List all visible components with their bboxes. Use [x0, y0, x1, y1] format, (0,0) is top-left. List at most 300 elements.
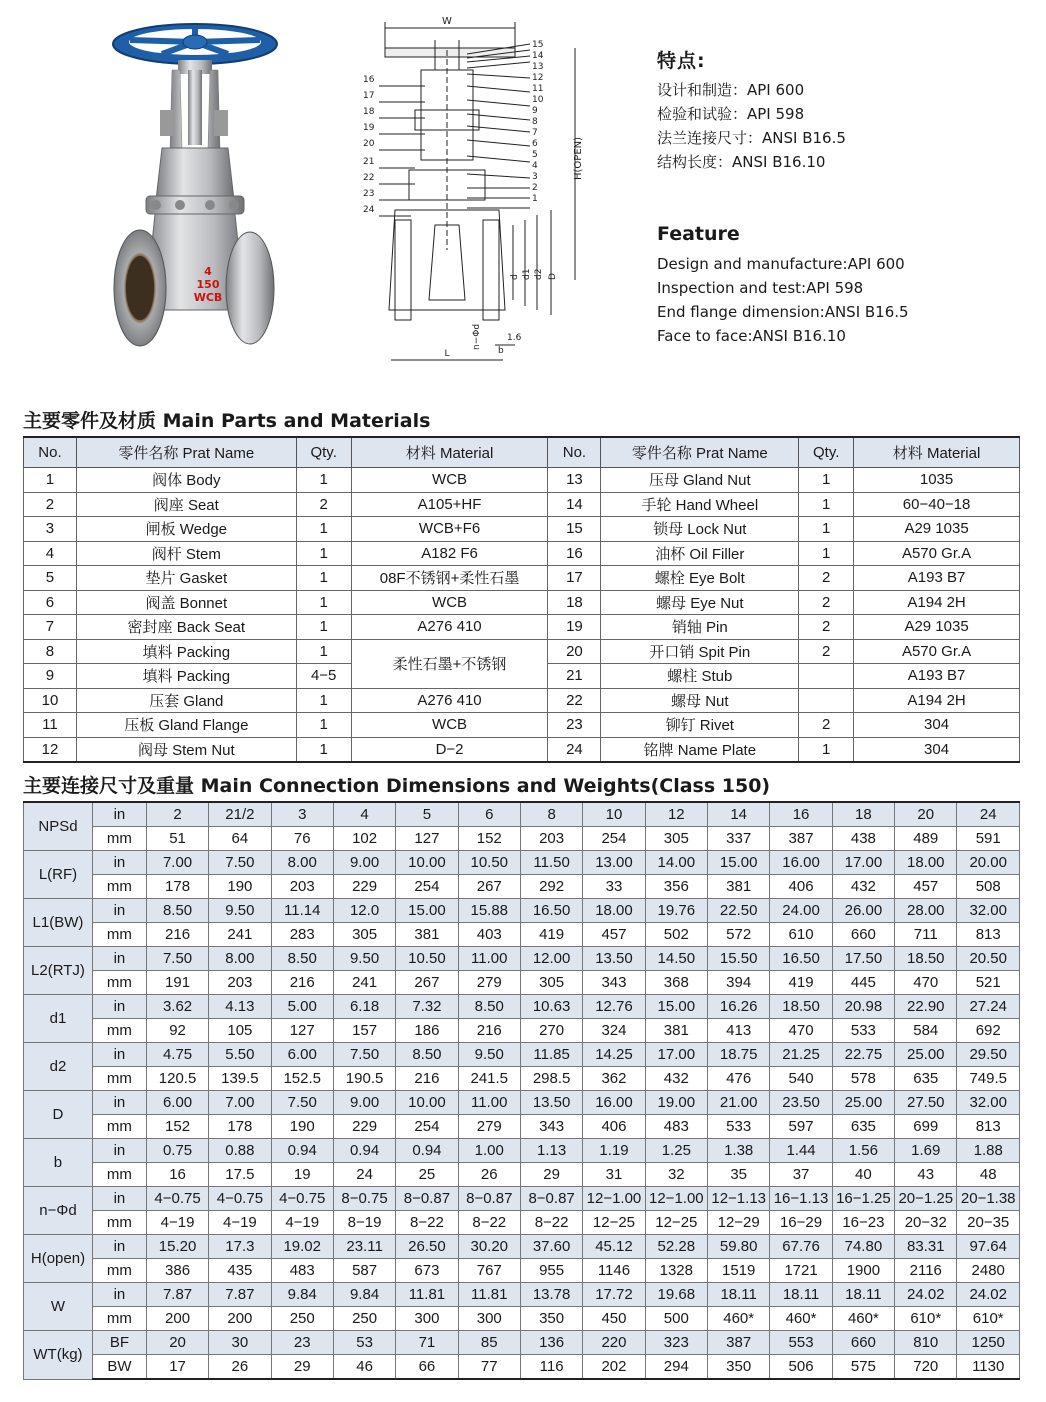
value-cell: 190	[209, 875, 271, 899]
value-cell: 810	[895, 1331, 957, 1355]
value-cell: 4−0.75	[146, 1187, 208, 1211]
value-cell: 8.50	[146, 899, 208, 923]
value-cell: 17	[146, 1355, 208, 1380]
part-material: A29 1035	[854, 517, 1020, 542]
body-marking-size: 4	[204, 265, 212, 278]
value-cell: 381	[708, 875, 770, 899]
value-cell: 406	[770, 875, 832, 899]
table-row	[24, 1139, 1020, 1163]
value-cell: 660	[832, 1331, 894, 1355]
value-cell: 4−19	[271, 1211, 333, 1235]
parts-header-row	[24, 437, 1020, 468]
table-row	[24, 1331, 1020, 1355]
table-row	[24, 639, 1020, 664]
value-cell: 294	[645, 1355, 707, 1380]
part-qty: 2	[799, 615, 854, 640]
part-qty: 1	[799, 468, 854, 493]
value-cell: 20.98	[832, 995, 894, 1019]
unit-label: mm	[92, 1067, 146, 1091]
value-cell: 8−22	[520, 1211, 582, 1235]
value-cell: 190.5	[333, 1067, 395, 1091]
value-cell: 25	[396, 1163, 458, 1187]
value-cell: 1.19	[583, 1139, 645, 1163]
value-cell: 216	[458, 1019, 520, 1043]
value-cell: 26.00	[832, 899, 894, 923]
value-cell: 13.50	[583, 947, 645, 971]
callout: 21	[363, 157, 375, 167]
value-cell: 0.75	[146, 1139, 208, 1163]
value-cell: 267	[458, 875, 520, 899]
value-cell: 139.5	[209, 1067, 271, 1091]
value-cell: 7.50	[209, 851, 271, 875]
value-cell: 305	[333, 923, 395, 947]
value-cell: 533	[832, 1019, 894, 1043]
part-qty: 1	[296, 590, 351, 615]
value-cell: 305	[520, 971, 582, 995]
value-cell: 575	[832, 1355, 894, 1380]
table-row	[24, 541, 1020, 566]
value-cell: 216	[271, 971, 333, 995]
features-en-title: Feature	[657, 223, 740, 245]
value-cell: 20.50	[957, 947, 1020, 971]
value-cell: 30.20	[458, 1235, 520, 1259]
value-cell: 220	[583, 1331, 645, 1355]
value-cell: 10.50	[458, 851, 520, 875]
param-name: d2	[24, 1043, 93, 1091]
table-row	[24, 713, 1020, 738]
part-no: 6	[24, 590, 77, 615]
table-row	[24, 492, 1020, 517]
value-cell: 300	[458, 1307, 520, 1331]
callout: 12	[532, 73, 544, 83]
param-name: n−Φd	[24, 1187, 93, 1235]
part-material: A105+HF	[351, 492, 548, 517]
part-no: 18	[548, 590, 601, 615]
callout: 6	[532, 139, 538, 149]
value-cell: 15.00	[396, 899, 458, 923]
value-cell: 21/2	[209, 802, 271, 827]
part-no: 4	[24, 541, 77, 566]
part-name: 压板 Gland Flange	[76, 713, 296, 738]
value-cell: 127	[396, 827, 458, 851]
table-row	[24, 1115, 1020, 1139]
part-name: 手轮 Hand Wheel	[601, 492, 799, 517]
value-cell: 350	[520, 1307, 582, 1331]
value-cell: 8	[520, 802, 582, 827]
value-cell: 92	[146, 1019, 208, 1043]
part-qty: 1	[296, 541, 351, 566]
body-marking-material: WCB	[193, 291, 223, 304]
value-cell: 20	[895, 802, 957, 827]
value-cell: 435	[209, 1259, 271, 1283]
value-cell: 591	[957, 827, 1020, 851]
value-cell: 5.50	[209, 1043, 271, 1067]
part-material: A276 410	[351, 688, 548, 713]
value-cell: 4−19	[209, 1211, 271, 1235]
part-no: 15	[548, 517, 601, 542]
value-cell: 324	[583, 1019, 645, 1043]
value-cell: 7.87	[146, 1283, 208, 1307]
value-cell: 0.94	[271, 1139, 333, 1163]
table-row	[24, 802, 1020, 827]
value-cell: 241	[209, 923, 271, 947]
value-cell: 6.18	[333, 995, 395, 1019]
part-material: WCB	[351, 468, 548, 493]
callouts-right	[532, 40, 544, 204]
value-cell: 13.78	[520, 1283, 582, 1307]
value-cell: 3.62	[146, 995, 208, 1019]
dims-section-title: 主要连接尺寸及重量 Main Connection Dimensions and Weights(Class 150)	[23, 775, 771, 797]
value-cell: 7.50	[271, 1091, 333, 1115]
value-cell: 4−0.75	[209, 1187, 271, 1211]
value-cell: 711	[895, 923, 957, 947]
part-material: A182 F6	[351, 541, 548, 566]
part-no: 21	[548, 664, 601, 689]
value-cell: 8.50	[271, 947, 333, 971]
part-no: 8	[24, 639, 77, 664]
value-cell: 26.50	[396, 1235, 458, 1259]
value-cell: 635	[832, 1115, 894, 1139]
value-cell: 29.50	[957, 1043, 1020, 1067]
value-cell: 460*	[708, 1307, 770, 1331]
part-no: 9	[24, 664, 77, 689]
callout: 3	[532, 172, 538, 182]
value-cell: 5	[396, 802, 458, 827]
value-cell: 71	[396, 1331, 458, 1355]
value-cell: 337	[708, 827, 770, 851]
callout: 15	[532, 40, 544, 50]
part-qty: 1	[799, 737, 854, 762]
value-cell: 127	[271, 1019, 333, 1043]
value-cell: 660	[832, 923, 894, 947]
dim-label-D: D	[548, 273, 558, 280]
part-material: 08F不锈钢+柔性石墨	[351, 566, 548, 591]
part-no: 1	[24, 468, 77, 493]
part-qty: 2	[799, 639, 854, 664]
value-cell: 15.50	[708, 947, 770, 971]
part-qty	[799, 664, 854, 689]
part-qty: 1	[296, 713, 351, 738]
value-cell: 43	[895, 1163, 957, 1187]
part-qty: 1	[799, 517, 854, 542]
callout: 8	[532, 117, 538, 127]
part-name: 螺柱 Stub	[601, 664, 799, 689]
value-cell: 470	[770, 1019, 832, 1043]
part-name: 销轴 Pin	[601, 615, 799, 640]
callout: 22	[363, 173, 375, 183]
value-cell: 432	[645, 1067, 707, 1091]
part-material: A276 410	[351, 615, 548, 640]
value-cell: 17.50	[832, 947, 894, 971]
part-material: D−2	[351, 737, 548, 762]
value-cell: 74.80	[832, 1235, 894, 1259]
part-name: 阀杆 Stem	[76, 541, 296, 566]
value-cell: 48	[957, 1163, 1020, 1187]
value-cell: 20	[146, 1331, 208, 1355]
value-cell: 26	[209, 1355, 271, 1380]
value-cell: 35	[708, 1163, 770, 1187]
value-cell: 8.00	[271, 851, 333, 875]
dim-label-n-phi-d: n−Φd	[472, 323, 482, 350]
part-name: 闸板 Wedge	[76, 517, 296, 542]
value-cell: 500	[645, 1307, 707, 1331]
value-cell: 578	[832, 1067, 894, 1091]
value-cell: 22.50	[708, 899, 770, 923]
value-cell: 635	[895, 1067, 957, 1091]
part-material: WCB	[351, 713, 548, 738]
value-cell: 283	[271, 923, 333, 947]
part-qty: 1	[296, 737, 351, 762]
value-cell: 14.00	[645, 851, 707, 875]
value-cell: 12−25	[645, 1211, 707, 1235]
value-cell: 23	[271, 1331, 333, 1355]
table-row	[24, 827, 1020, 851]
value-cell: 14.25	[583, 1043, 645, 1067]
value-cell: 32	[645, 1163, 707, 1187]
value-cell: 540	[770, 1067, 832, 1091]
callout: 2	[532, 183, 538, 193]
value-cell: 12.76	[583, 995, 645, 1019]
value-cell: 186	[396, 1019, 458, 1043]
feature-cn-line: 法兰连接尺寸：ANSI B16.5	[657, 129, 846, 147]
unit-label: in	[92, 947, 146, 971]
value-cell: 14	[708, 802, 770, 827]
valve-photo	[100, 20, 300, 365]
value-cell: 200	[209, 1307, 271, 1331]
value-cell: 1.69	[895, 1139, 957, 1163]
value-cell: 506	[770, 1355, 832, 1380]
feature-cn-line: 设计和制造：API 600	[657, 81, 805, 99]
part-no: 3	[24, 517, 77, 542]
part-qty: 1	[296, 566, 351, 591]
features-en-list	[657, 252, 909, 348]
col-header: Qty.	[799, 437, 854, 468]
value-cell: 20−35	[957, 1211, 1020, 1235]
value-cell: 381	[396, 923, 458, 947]
value-cell: 16.00	[770, 851, 832, 875]
table-row	[24, 1043, 1020, 1067]
value-cell: 7.00	[146, 851, 208, 875]
unit-label: mm	[92, 1115, 146, 1139]
value-cell: 15.00	[708, 851, 770, 875]
callout: 14	[532, 51, 544, 61]
value-cell: 403	[458, 923, 520, 947]
table-row	[24, 995, 1020, 1019]
value-cell: 216	[396, 1067, 458, 1091]
value-cell: 8−0.75	[333, 1187, 395, 1211]
value-cell: 20.00	[957, 851, 1020, 875]
value-cell: 386	[146, 1259, 208, 1283]
value-cell: 20−1.25	[895, 1187, 957, 1211]
value-cell: 553	[770, 1331, 832, 1355]
value-cell: 20−1.38	[957, 1187, 1020, 1211]
value-cell: 413	[708, 1019, 770, 1043]
part-no: 22	[548, 688, 601, 713]
part-qty: 1	[296, 615, 351, 640]
value-cell: 136	[520, 1331, 582, 1355]
part-name: 填料 Packing	[76, 664, 296, 689]
value-cell: 432	[832, 875, 894, 899]
value-cell: 97.64	[957, 1235, 1020, 1259]
table-row	[24, 1307, 1020, 1331]
value-cell: 229	[333, 875, 395, 899]
value-cell: 200	[146, 1307, 208, 1331]
value-cell: 298.5	[520, 1067, 582, 1091]
callout: 20	[363, 139, 375, 149]
table-row	[24, 875, 1020, 899]
part-material: A29 1035	[854, 615, 1020, 640]
value-cell: 16−29	[770, 1211, 832, 1235]
part-no: 20	[548, 639, 601, 664]
dim-label-h-open: H(OPEN)	[573, 136, 584, 180]
unit-label: in	[92, 1283, 146, 1307]
value-cell: 13.00	[583, 851, 645, 875]
value-cell: 267	[396, 971, 458, 995]
unit-label: mm	[92, 971, 146, 995]
part-name: 填料 Packing	[76, 639, 296, 664]
table-row	[24, 899, 1020, 923]
value-cell: 19.00	[645, 1091, 707, 1115]
value-cell: 10.63	[520, 995, 582, 1019]
value-cell: 8.50	[396, 1043, 458, 1067]
value-cell: 508	[957, 875, 1020, 899]
value-cell: 9.00	[333, 1091, 395, 1115]
value-cell: 1.56	[832, 1139, 894, 1163]
part-qty: 1	[799, 541, 854, 566]
part-name: 压套 Gland	[76, 688, 296, 713]
value-cell: 1519	[708, 1259, 770, 1283]
value-cell: 178	[146, 875, 208, 899]
value-cell: 11.50	[520, 851, 582, 875]
value-cell: 483	[645, 1115, 707, 1139]
value-cell: 1.00	[458, 1139, 520, 1163]
value-cell: 28.00	[895, 899, 957, 923]
value-cell: 216	[146, 923, 208, 947]
unit-label: mm	[92, 1211, 146, 1235]
unit-label: mm	[92, 923, 146, 947]
value-cell: 21.25	[770, 1043, 832, 1067]
value-cell: 502	[645, 923, 707, 947]
part-name: 螺栓 Eye Bolt	[601, 566, 799, 591]
callout: 5	[532, 150, 538, 160]
value-cell: 483	[271, 1259, 333, 1283]
value-cell: 1.44	[770, 1139, 832, 1163]
part-no: 14	[548, 492, 601, 517]
part-name: 油杯 Oil Filler	[601, 541, 799, 566]
unit-label: in	[92, 1043, 146, 1067]
value-cell: 18.00	[583, 899, 645, 923]
value-cell: 323	[645, 1331, 707, 1355]
feature-en-line: Inspection and test:API 598	[657, 279, 864, 297]
part-material: 304	[854, 737, 1020, 762]
part-no: 12	[24, 737, 77, 762]
table-row	[24, 688, 1020, 713]
value-cell: 10.50	[396, 947, 458, 971]
value-cell: 102	[333, 827, 395, 851]
value-cell: 18.50	[770, 995, 832, 1019]
part-no: 16	[548, 541, 601, 566]
part-name: 锁母 Lock Nut	[601, 517, 799, 542]
part-name: 垫片 Gasket	[76, 566, 296, 591]
value-cell: 9.84	[333, 1283, 395, 1307]
part-material: A570 Gr.A	[854, 541, 1020, 566]
value-cell: 16−1.25	[832, 1187, 894, 1211]
value-cell: 406	[583, 1115, 645, 1139]
value-cell: 10	[583, 802, 645, 827]
value-cell: 8.50	[458, 995, 520, 1019]
part-name: 螺母 Nut	[601, 688, 799, 713]
value-cell: 11.81	[396, 1283, 458, 1307]
value-cell: 32.00	[957, 1091, 1020, 1115]
unit-label: mm	[92, 1163, 146, 1187]
value-cell: 24.00	[770, 899, 832, 923]
table-row	[24, 737, 1020, 762]
param-name: NPSd	[24, 802, 93, 851]
part-qty: 4−5	[296, 664, 351, 689]
col-header: 零件名称 Prat Name	[76, 437, 296, 468]
value-cell: 18.11	[832, 1283, 894, 1307]
value-cell: 23.50	[770, 1091, 832, 1115]
callouts-left	[363, 75, 375, 215]
table-row	[24, 1211, 1020, 1235]
value-cell: 254	[396, 1115, 458, 1139]
part-material: WCB	[351, 590, 548, 615]
value-cell: 587	[333, 1259, 395, 1283]
callout: 24	[363, 205, 375, 215]
value-cell: 8−0.87	[520, 1187, 582, 1211]
value-cell: 457	[895, 875, 957, 899]
value-cell: 8−19	[333, 1211, 395, 1235]
value-cell: 8−0.87	[458, 1187, 520, 1211]
value-cell: 83.31	[895, 1235, 957, 1259]
unit-label: in	[92, 1235, 146, 1259]
value-cell: 64	[209, 827, 271, 851]
value-cell: 191	[146, 971, 208, 995]
value-cell: 203	[520, 827, 582, 851]
value-cell: 33	[583, 875, 645, 899]
value-cell: 1.25	[645, 1139, 707, 1163]
part-no: 19	[548, 615, 601, 640]
value-cell: 610	[770, 923, 832, 947]
value-cell: 4−19	[146, 1211, 208, 1235]
unit-label: mm	[92, 1019, 146, 1043]
part-material: A193 B7	[854, 566, 1020, 591]
value-cell: 15.20	[146, 1235, 208, 1259]
part-no: 11	[24, 713, 77, 738]
value-cell: 460*	[770, 1307, 832, 1331]
part-material: WCB+F6	[351, 517, 548, 542]
value-cell: 1.38	[708, 1139, 770, 1163]
value-cell: 1.13	[520, 1139, 582, 1163]
value-cell: 16.50	[770, 947, 832, 971]
dim-label-L: L	[444, 349, 450, 359]
value-cell: 14.50	[645, 947, 707, 971]
value-cell: 8−22	[458, 1211, 520, 1235]
table-row	[24, 1235, 1020, 1259]
callout: 4	[532, 161, 538, 171]
value-cell: 4.13	[209, 995, 271, 1019]
value-cell: 16	[146, 1163, 208, 1187]
value-cell: 7.32	[396, 995, 458, 1019]
valve-section-drawing	[355, 10, 595, 370]
value-cell: 270	[520, 1019, 582, 1043]
value-cell: 1328	[645, 1259, 707, 1283]
value-cell: 190	[271, 1115, 333, 1139]
part-no: 24	[548, 737, 601, 762]
value-cell: 1130	[957, 1355, 1020, 1380]
value-cell: 1721	[770, 1259, 832, 1283]
feature-cn-line: 检验和试验：API 598	[657, 105, 805, 123]
